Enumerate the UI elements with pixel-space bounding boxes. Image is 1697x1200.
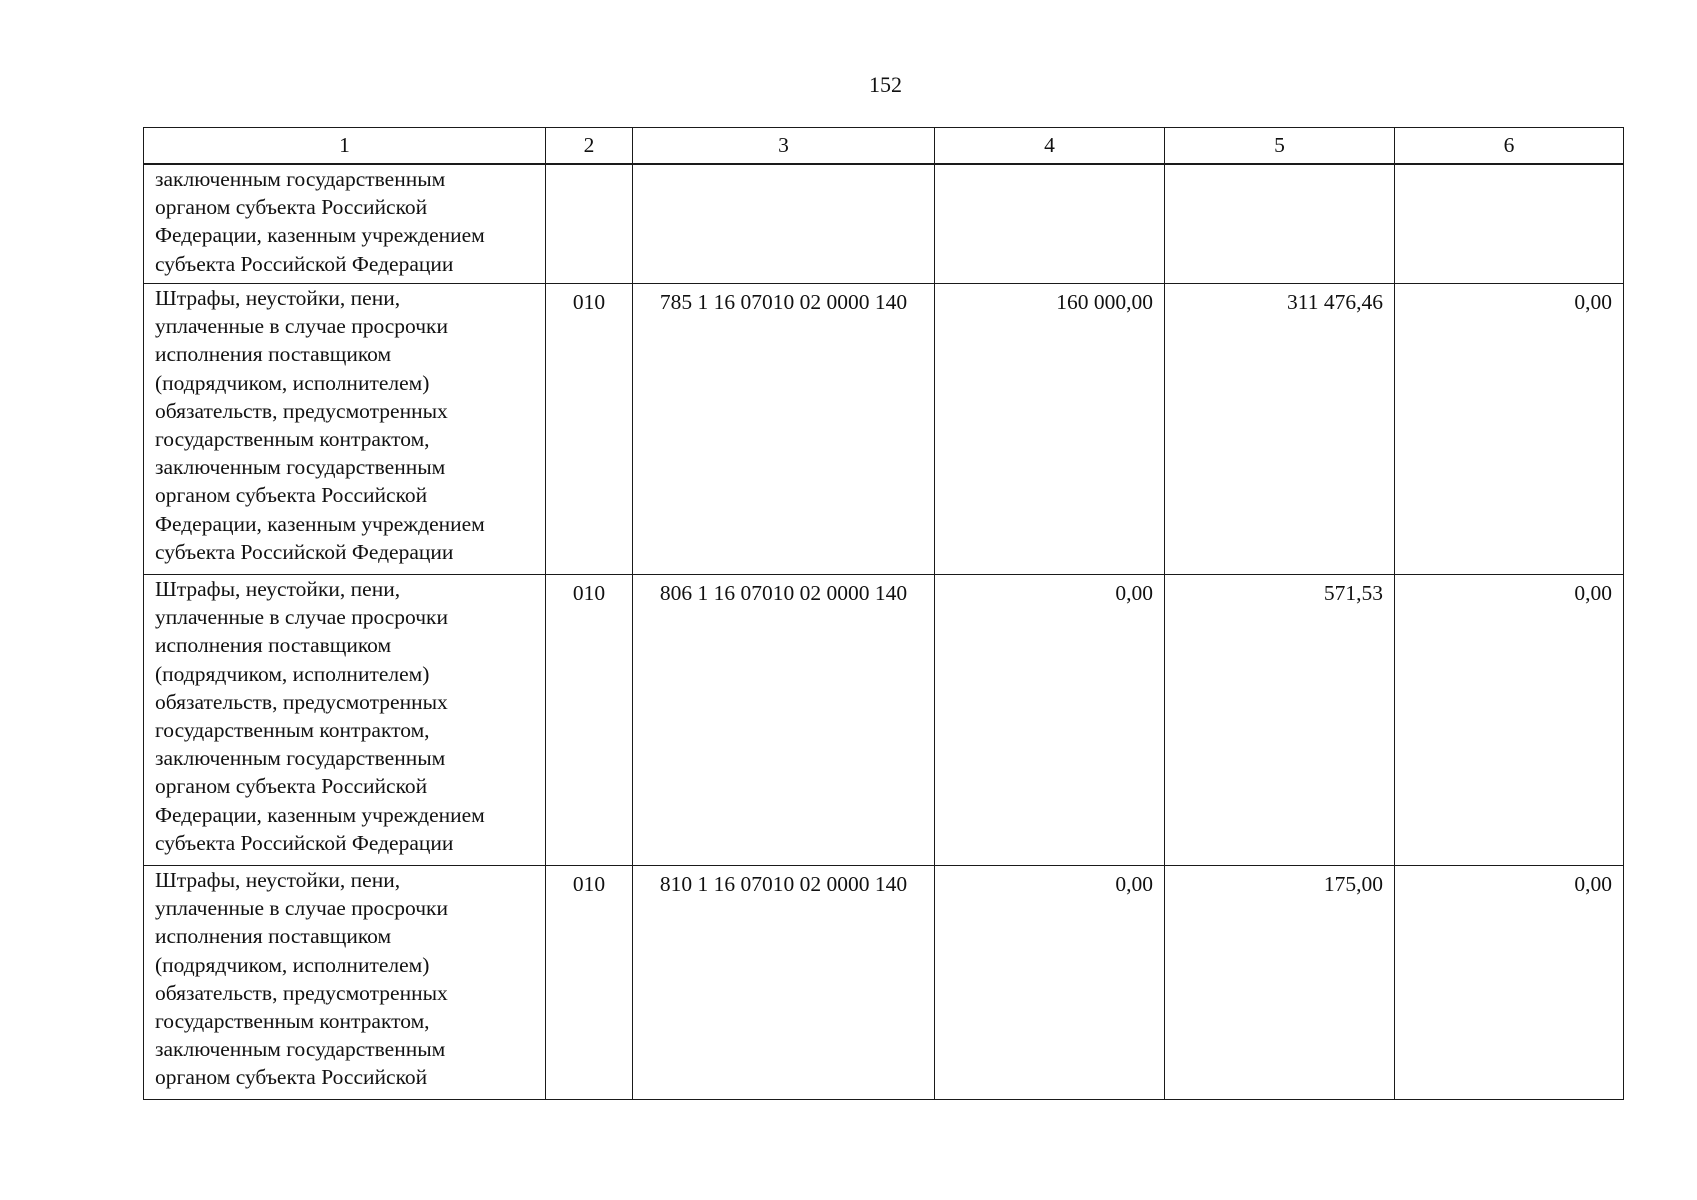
line-code-cell — [546, 164, 633, 284]
name-line: органом субъекта Российской — [155, 774, 428, 799]
name-line: (подрядчиком, исполнителем) — [155, 370, 430, 395]
table-row — [144, 284, 1624, 575]
table-row — [144, 575, 1624, 866]
table-header-row — [144, 128, 1624, 165]
line-code-cell: 010 — [546, 575, 633, 866]
name-line: органом субъекта Российской — [155, 1065, 428, 1090]
name-line: Штрафы, неустойки, пени, — [155, 577, 401, 601]
name-line: государственным контрактом, — [155, 1009, 430, 1034]
name-line: государственным контрактом, — [155, 427, 430, 452]
name-line: субъекта Российской Федерации — [155, 251, 454, 276]
name-line: исполнения поставщиком — [155, 342, 392, 367]
header-col-2: 2 — [546, 128, 633, 165]
name-line: органом субъекта Российской — [155, 483, 428, 508]
name-line: исполнения поставщиком — [155, 633, 392, 658]
col4-cell — [935, 164, 1165, 284]
col4-cell: 160 000,00 — [935, 284, 1165, 575]
name-line: заключенным государственным — [155, 1037, 446, 1062]
name-line: уплаченные в случае просрочки — [155, 896, 449, 921]
col5-cell: 311 476,46 — [1165, 284, 1395, 575]
row-name-cell — [144, 866, 546, 1100]
revenue-table — [143, 127, 1624, 1100]
name-line: (подрядчиком, исполнителем) — [155, 952, 430, 977]
line-code-cell: 010 — [546, 284, 633, 575]
table-row-continuation — [144, 164, 1624, 284]
row-name-cell — [144, 284, 546, 575]
page-number: 152 — [869, 72, 902, 97]
name-line: заключенным государственным — [155, 746, 446, 771]
name-line: Штрафы, неустойки, пени, — [155, 868, 401, 892]
col6-cell: 0,00 — [1395, 575, 1624, 866]
col5-cell: 175,00 — [1165, 866, 1395, 1100]
name-line: обязательств, предусмотренных — [155, 980, 448, 1005]
name-line: Федерации, казенным учреждением — [155, 802, 485, 827]
kbk-cell: 785 1 16 07010 02 0000 140 — [633, 284, 935, 575]
name-line: Федерации, казенным учреждением — [155, 511, 485, 536]
col4-cell: 0,00 — [935, 575, 1165, 866]
header-col-1: 1 — [144, 128, 546, 165]
col5-cell — [1165, 164, 1395, 284]
name-line: обязательств, предусмотренных — [155, 689, 448, 714]
header-col-5: 5 — [1165, 128, 1395, 165]
name-line: Федерации, казенным учреждением — [155, 223, 485, 248]
name-line: уплаченные в случае просрочки — [155, 314, 449, 339]
kbk-cell — [633, 164, 935, 284]
name-line: Штрафы, неустойки, пени, — [155, 286, 401, 310]
name-line: субъекта Российской Федерации — [155, 830, 454, 855]
name-line: обязательств, предусмотренных — [155, 398, 448, 423]
name-line: исполнения поставщиком — [155, 924, 392, 949]
name-line: субъекта Российской Федерации — [155, 539, 454, 564]
col6-cell — [1395, 164, 1624, 284]
name-line: органом субъекта Российской — [155, 195, 428, 220]
name-line: (подрядчиком, исполнителем) — [155, 661, 430, 686]
header-col-4: 4 — [935, 128, 1165, 165]
kbk-cell: 806 1 16 07010 02 0000 140 — [633, 575, 935, 866]
col6-cell: 0,00 — [1395, 284, 1624, 575]
table-row — [144, 866, 1624, 1100]
name-line: государственным контрактом, — [155, 718, 430, 743]
name-line: заключенным государственным — [155, 455, 446, 480]
col4-cell: 0,00 — [935, 866, 1165, 1100]
name-line: заключенным государственным — [155, 167, 446, 191]
row-name-cell — [144, 575, 546, 866]
header-col-3: 3 — [633, 128, 935, 165]
kbk-cell: 810 1 16 07010 02 0000 140 — [633, 866, 935, 1100]
row-name-cell — [144, 164, 546, 284]
name-line: уплаченные в случае просрочки — [155, 605, 449, 630]
line-code-cell: 010 — [546, 866, 633, 1100]
col5-cell: 571,53 — [1165, 575, 1395, 866]
col6-cell: 0,00 — [1395, 866, 1624, 1100]
header-col-6: 6 — [1395, 128, 1624, 165]
